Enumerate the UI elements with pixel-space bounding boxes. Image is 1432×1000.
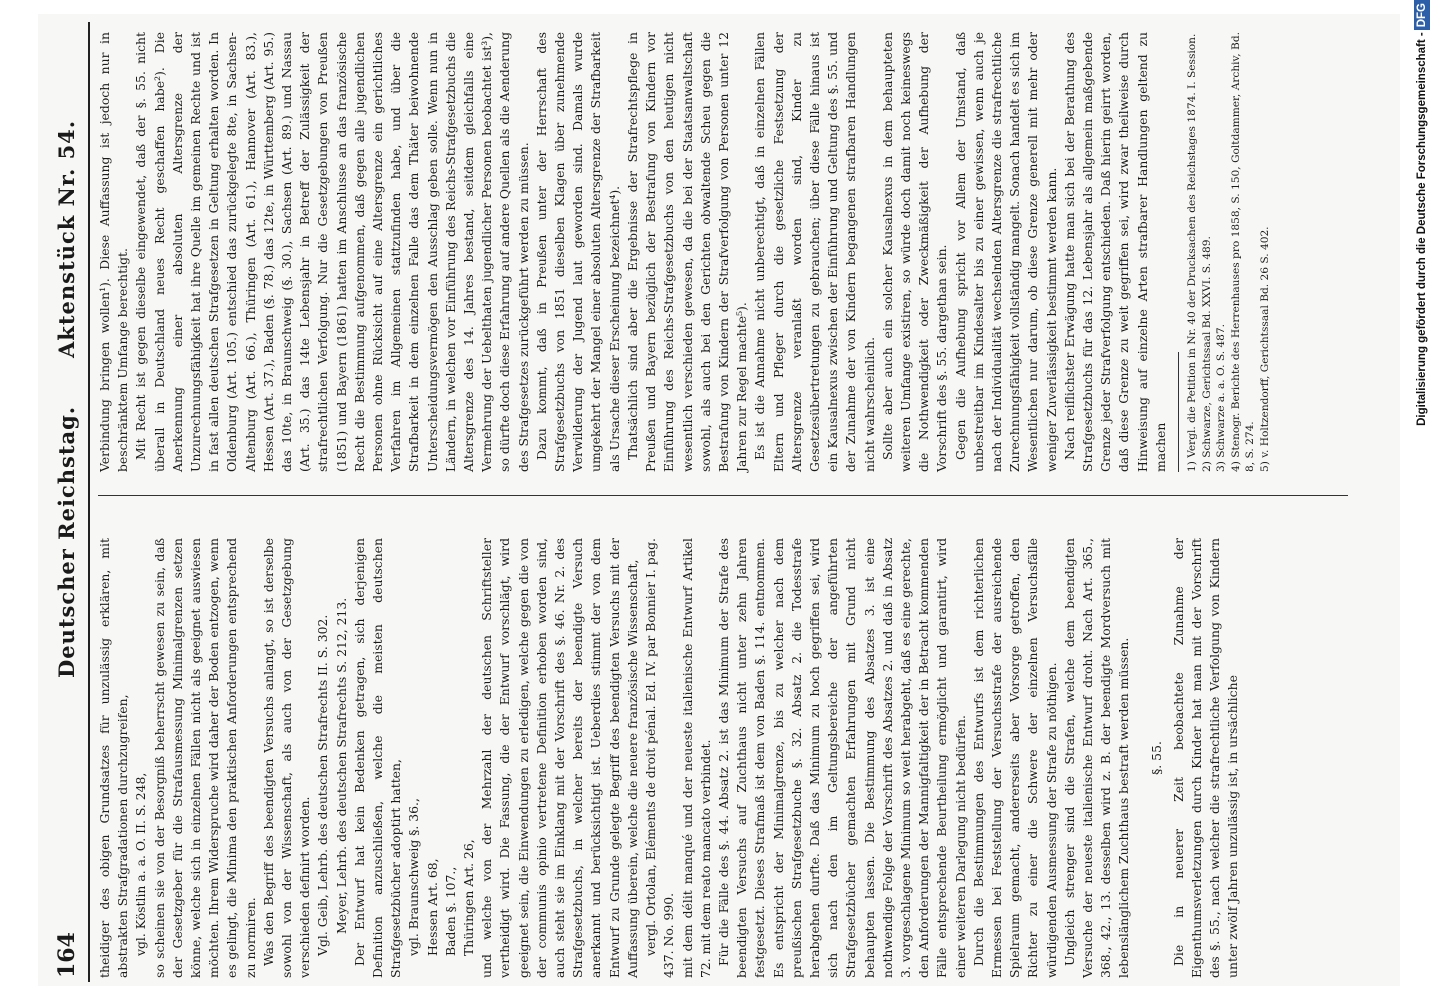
reference-line: Hessen Art. 68, [424, 858, 440, 956]
document-number-title: Aktenstück Nr. 54. [54, 119, 79, 358]
reference-line: Meyer, Lehrb. des deutschen Strafrechts S. 212, 213. [333, 597, 349, 934]
document-page [38, 14, 1400, 986]
paragraph: Ungleich strenger sind die Strafen, welche dem beendigten Versuche der neueste italienische Entwurf droht. Nach Art. 365., 368., 42., 13. desselben wird z. B. der beendigte Mordversuch mit lebenslänglichem Zuchthaus bestraft werden müssen. [1061, 538, 1132, 978]
paragraph: Was den Begriff des beendigten Versuchs anlangt, so ist derselbe sowohl von der Wissenschaft, als auch von der Gesetzgebung verschieden definirt worden. [260, 538, 313, 978]
rotated-page-content [38, 14, 1400, 986]
section-heading: §. 55. [1148, 741, 1164, 775]
footnotes [1185, 32, 1273, 472]
left-text-column [96, 538, 1243, 978]
paragraph: Durch die Bestimmungen des Entwurfs ist dem richterlichen Ermessen bei Feststellung der Versuchsstrafe der ausreichende Spielraum gemacht, andererseits aber Vorsorge getroffen, den Richter zu einer die Schwere der einzelnen Versuchsfälle würdigenden Ausmessung der Strafe zu nöthigen. [970, 538, 1059, 978]
paragraph: Verbindung bringen wollen¹). Diese Auffassung ist jedoch nur in beschränktem Umfange berechtigt. [97, 32, 131, 472]
paragraph: theidiger des obigen Grundsatzes für unzulässig erklären, mit abstrakten Strafgradationen durchzugreifen, [97, 538, 131, 978]
column-divider [98, 495, 1348, 496]
footnote-rule [1178, 352, 1179, 472]
paragraph: Die in neuerer Zeit beobachtete Zunahme der Eigenthumsverletzungen durch Kinder hat man mit der Vorschrift des §. 55., nach welcher die strafrechtliche Verfolgung von Kindern unter zwölf Jahren unzulässig ist, in ursächliche [1170, 538, 1241, 978]
paragraph: Thatsächlich sind aber die Ergebnisse der Strafrechtspflege in Preußen und Bayern bezüglich der Bestrafung von Kindern vor Einführung des Reichs-Strafgesetzbuchs von den heutigen nicht wesentlich verschieden gewesen, da die bei der Staatsanwaltschaft sowohl, als auch bei den Gerichten obwaltende Scheu gegen die Bestrafung von Kindern der Strafverfolgung von Personen unter 12 Jahren zur Regel machte⁵). [624, 32, 750, 472]
dfg-logo: DFG [1414, 0, 1430, 30]
page-header [52, 22, 86, 978]
digitization-credit-strip [1404, 0, 1432, 1000]
paragraph: mit dem délit manqué und der neueste italienische Entwurf Artikel 72. mit dem reato mancato verbindet. [679, 538, 713, 978]
paragraph: Der Entwurf hat kein Bedenken getragen, sich derjenigen Definition anzuschließen, welche die meisten deutschen Strafgesetzbücher adoptirt hatten, [351, 538, 404, 978]
reference-line: vgl. Braunschweig §. 36., [406, 798, 422, 956]
footnote: 1) Vergl. die Petition in Nr. 40 der Drucksachen des Reichstages 1874. I. Session. [1185, 33, 1198, 472]
right-text-column [96, 32, 1273, 472]
paragraph: Für die Fälle des §. 44. Absatz 2. ist das Minimum der Strafe des beendigten Versuchs auf Zuchthaus nicht unter zehn Jahren festgesetzt. Dieses Strafmaß ist dem von Baden §. 114. entnommen. Es entspricht der Minimalgrenze, bis zu welcher nach dem preußischen Strafgesetzbuche §. 32. Absatz 2. die Todesstrafe herabgehen durfte. Daß das Minimum zu hoch gegriffen sei, wird sich nach den im Geltungsbereiche der angeführten Strafgesetzbücher gemachten Erfahrungen mit Grund nicht behaupten lassen. Die Bestimmung des Absatzes 3. ist eine nothwendige Folge der Vorschrift des Absatzes 2. und daß in Absatz 3. vorgeschlagene Minimum so weit herabgeht, daß es eine gerechte, den Anforderungen der Mannigfaltigkeit der in Betracht kommenden Fälle entsprechende Beurtheilung ermöglicht und garantirt, wird einer weiteren Darlegung nicht bedürfen. [715, 538, 968, 978]
paragraph: Mit Recht ist gegen dieselbe eingewendet, daß der §. 55. nicht überall in Deutschland neues Recht geschaffen habe²). Die Anerkennung einer absoluten Altersgrenze der Unzurechnungsfähigkeit hat ihre Quelle im gemeinen Rechte und ist in fast allen deutschen Strafgesetzen in Geltung erhalten worden. In Oldenburg (Art. 105.) entschied das zurückgelegte 8te, in Sachsen-Altenburg (Art. 66.), Thüringen (Art. 61.), Hannover (Art. 83.), Hessen (Art. 37.), Baden (§. 78.) das 12te, in Württemberg (Art. 95.) das 10te, in Braunschweig (§. 30.), Sachsen (Art. 89.) und Nassau (Art. 35.) das 14te Lebensjahr in Betreff der Zulässigkeit der strafrechtlichen Verfolgung. Nur die Gesetzgebungen von Preußen (1851) und Bayern (1861) hatten im Anschlusse an das französische Recht die Bestimmung aufgenommen, daß gegen alle jugendlichen Personen ohne Rücksicht auf eine Altersgrenze ein gerichtliches Verfahren im Allgemeinen stattzufinden habe, und über die Strafbarkeit in dem einzelnen Falle das dem Thäter beiwohnende Unterscheidungsvermögen den Ausschlag geben solle. Wenn nun in Ländern, in welchen vor Einführung des Reichs-Strafgesetzbuchs die Altersgrenze des 14. Jahres bestand, seitdem gleichfalls eine Vermehrung der Uebelthaten jugendlicher Personen beobachtet ist³), so dürfte doch diese Erfahrung auf andere Quellen als die Aenderung des Strafgesetzes zurückgeführt werden zu müssen. [133, 32, 531, 472]
header-rule [88, 22, 90, 982]
reference-line: Thüringen Art. 26, [461, 839, 477, 956]
paragraph: Sollte aber auch ein solcher Kausalnexus in dem behaupteten weiteren Umfange existiren, so würde doch damit noch keineswegs die Nothwendigkeit oder Zweckmäßigkeit der Aufhebung der Vorschrift des §. 55. dargethan sein. [879, 32, 950, 472]
footnote: 5) v. Holtzendorff, Gerichtssaal Bd. 26 S. 402. [1258, 226, 1271, 472]
paragraph: Nach reiflichster Erwägung hatte man sich bei der Berathung des Strafgesetzbuchs für das 12. Lebensjahr als allgemein maßgebende Grenze jeder Strafverfolgung entschieden. Daß hierin geirrt worden, daß diese Grenze zu weit gegriffen sei, wird zwar theilweise durch Hinweisung auf einzelne Arten strafbarer Handlungen geltend zu machen [1061, 32, 1168, 472]
digitization-credit [1408, 0, 1432, 1000]
reference-line: vgl. Köstlin a. a. O. II. S. 248, [133, 772, 149, 956]
paragraph: Gegen die Aufhebung spricht vor Allem der Umstand, daß unbestreitbar im Kindesalter bis zu einer gewissen, wenn auch je nach der Individualität wechselnden Altersgrenze die strafrechtliche Zurechnungsfähigkeit vollständig mangelt. Sonach handelt es sich im Wesentlichen nur darum, ob diese Grenze generell mit mehr oder weniger Zuverlässigkeit bestimmt werden kann. [952, 32, 1059, 472]
footnote: 2) Schwarze, Gerichtssaal Bd. XXVI. S. 489. [1200, 236, 1213, 472]
footnote: 4) Stenogr. Berichte des Herrenhauses pro 1858, S. 150, Goltdammer, Archiv, Bd. 8, S. 274. [1229, 32, 1257, 472]
page-number: 164 [54, 932, 80, 978]
credit-text: Digitalisierung gefördert durch die Deutsche Forschungsgemeinschaft - [1416, 32, 1428, 426]
paragraph: Dazu kommt, daß in Preußen unter der Herrschaft des Strafgesetzbuchs von 1851 dieselben Klagen über zunehmende Verwilderung der Jugend laut geworden sind. Damals wurde umgekehrt der Mangel einer absoluten Altersgrenze der Strafbarkeit als Ursache dieser Erscheinung bezeichnet⁴). [533, 32, 622, 472]
running-title: Deutscher Reichstag. [54, 405, 79, 678]
footnote: 3) Schwarze a. a. O. S. 487. [1215, 323, 1228, 472]
paragraph: so scheinen sie von der Besorgniß beherrscht gewesen zu sein, daß der Gesetzgeber für die Strafausmessung Minimalgrenzen setzen könne, welche sich in einzelnen Fällen nicht als geeignet auswiesen möchten. Ihrem Widerspruche wird daher der Boden entzogen, wenn es gelingt, die Minima den praktischen Anforderungen entsprechend zu normiren. [151, 538, 258, 978]
paragraph: und welche von der Mehrzahl der deutschen Schriftsteller vertheidigt wird. Die Fassung, die der Entwurf vorschlägt, wird geeignet sein, die Einwendungen zu erledigen, welche gegen die von der communis opinio vertretene Definition erhoben worden sind, auch steht sie im Einklang mit der Vorschrift des §. 46. Nr. 2. des Strafgesetzbuchs, in welcher bereits der beendigte Versuch anerkannt und berücksichtigt ist. Ueberdies stimmt der von dem Entwurf zu Grunde gelegte Begriff des beendigten Versuchs mit der Auffassung überein, welche die neuere französische Wissenschaft, [479, 538, 640, 978]
paragraph: Es ist die Annahme nicht unberechtigt, daß in einzelnen Fällen Eltern und Pfleger durch die gesetzliche Festsetzung der Altersgrenze veranlaßt worden sind, Kinder zu Gesetzesübertretungen zu gebrauchen; über diese Fälle hinaus ist ein Kausalnexus zwischen der Einführung und Geltung des §. 55. und der Zunahme der von Kindern begangenen strafbaren Handlungen nicht wahrscheinlich. [752, 32, 877, 472]
reference-line: Vgl. Geib, Lehrb. des deutschen Strafrechts II. S. 302. [315, 614, 331, 956]
reference-line: vergl. Ortolan, Eléments de droit pénal. Ed. IV. par Bonnier I. pag. 437. No. 990. [643, 538, 677, 978]
reference-line: Baden §. 107., [442, 866, 458, 956]
